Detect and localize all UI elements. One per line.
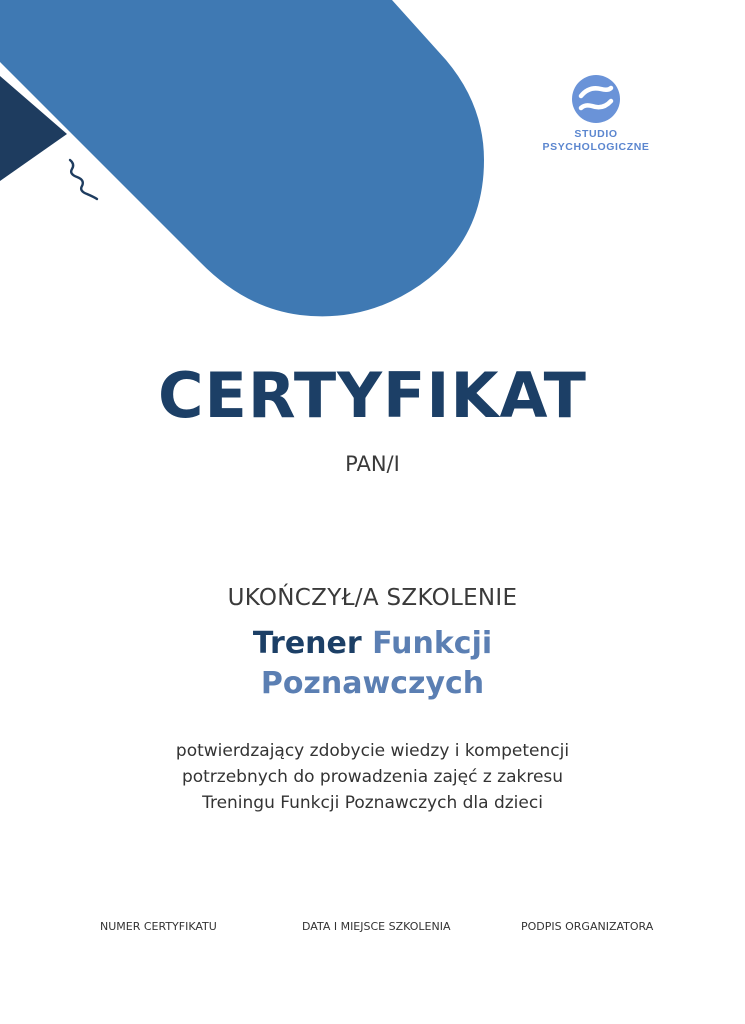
date-place-label: DATA I MIEJSCE SZKOLENIA — [302, 920, 451, 933]
certificate-title: CERTYFIKAT — [158, 359, 587, 432]
logo-text-line2: PSYCHOLOGICZNE — [542, 141, 650, 153]
studio-logo — [536, 74, 656, 154]
logo-mark-icon — [571, 74, 621, 124]
salutation-label: PAN/I — [345, 452, 400, 476]
certificate-description — [0, 738, 745, 816]
signature-label: PODPIS ORGANIZATORA — [521, 920, 654, 933]
certificate-number-label: NUMER CERTYFIKATU — [100, 920, 217, 933]
course-word-funkcji: Funkcji — [372, 626, 493, 661]
description-line: Treningu Funkcji Poznawczych dla dzieci — [202, 793, 543, 813]
description-line: potwierdzający zdobycie wiedzy i kompetencji — [175, 741, 570, 761]
course-name — [0, 624, 745, 704]
blue-band-shape — [0, 0, 484, 316]
course-word-trener: Trener — [252, 626, 362, 661]
logo-text-line1: STUDIO — [574, 128, 618, 140]
header-decoration — [0, 0, 745, 330]
completed-label: UKOŃCZYŁ/A SZKOLENIE — [227, 585, 518, 611]
description-line: potrzebnych do prowadzenia zajęć z zakresu — [181, 767, 564, 787]
wave-icon — [70, 160, 97, 199]
course-word-poznawczych: Poznawczych — [260, 666, 485, 701]
